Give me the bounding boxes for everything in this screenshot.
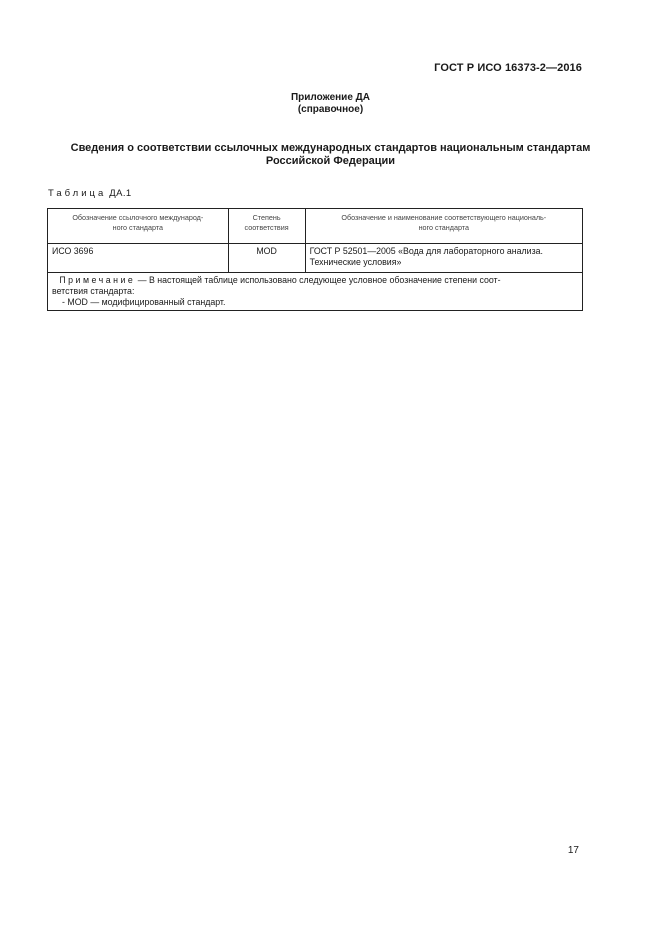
table-note-text1: — В настоящей таблице использовано следующее условное обозначение степени соот- bbox=[135, 275, 501, 285]
table-caption bbox=[48, 188, 132, 199]
column-header-degree-line1: Степень bbox=[252, 213, 281, 222]
section-heading-line1: Сведения о соответствии ссылочных международных стандартов национальным стандартам bbox=[70, 142, 591, 154]
annex-title: Приложение ДА bbox=[290, 92, 371, 103]
table-note-row bbox=[48, 273, 583, 311]
column-header-degree-line2: соответствия bbox=[244, 223, 289, 232]
column-header-intl-standard bbox=[48, 209, 229, 244]
cell-national-standard bbox=[305, 244, 582, 273]
section-heading-line2: Российской Федерации bbox=[265, 155, 396, 167]
table-caption-number: ДА.1 bbox=[109, 188, 132, 199]
section-heading bbox=[40, 142, 621, 168]
page-number: 17 bbox=[567, 845, 579, 856]
cell-national-standard-line1: ГОСТ Р 52501—2005 «Вода для лабораторного анализа. bbox=[309, 246, 543, 256]
column-header-intl-standard-line2: ного стандарта bbox=[112, 223, 164, 232]
annex-title-block bbox=[0, 92, 661, 116]
column-header-national-standard-line2: ного стандарта bbox=[418, 223, 469, 232]
table-note-label: Примечание bbox=[59, 275, 136, 285]
table-note-line2: ветствия стандарта: bbox=[52, 286, 135, 296]
cell-degree: MOD bbox=[228, 244, 305, 273]
table-note bbox=[48, 273, 583, 311]
column-header-national-standard-line1: Обозначение и наименование соответствующего националь- bbox=[341, 213, 547, 222]
table-row bbox=[48, 244, 583, 273]
document-id: ГОСТ Р ИСО 16373-2—2016 bbox=[434, 62, 582, 74]
table-caption-word: Таблица bbox=[48, 188, 107, 199]
column-header-national-standard bbox=[305, 209, 582, 244]
cell-intl-standard: ИСО 3696 bbox=[48, 244, 229, 273]
table-note-line3: - MOD — модифицированный стандарт. bbox=[62, 297, 226, 307]
table-note-line1 bbox=[52, 275, 578, 286]
correspondence-table bbox=[47, 208, 583, 311]
table-header-row bbox=[48, 209, 583, 244]
annex-type: (справочное) bbox=[297, 104, 364, 115]
column-header-degree bbox=[228, 209, 305, 244]
cell-national-standard-line2: Технические условия» bbox=[309, 257, 402, 267]
column-header-intl-standard-line1: Обозначение ссылочного международ- bbox=[72, 213, 204, 222]
